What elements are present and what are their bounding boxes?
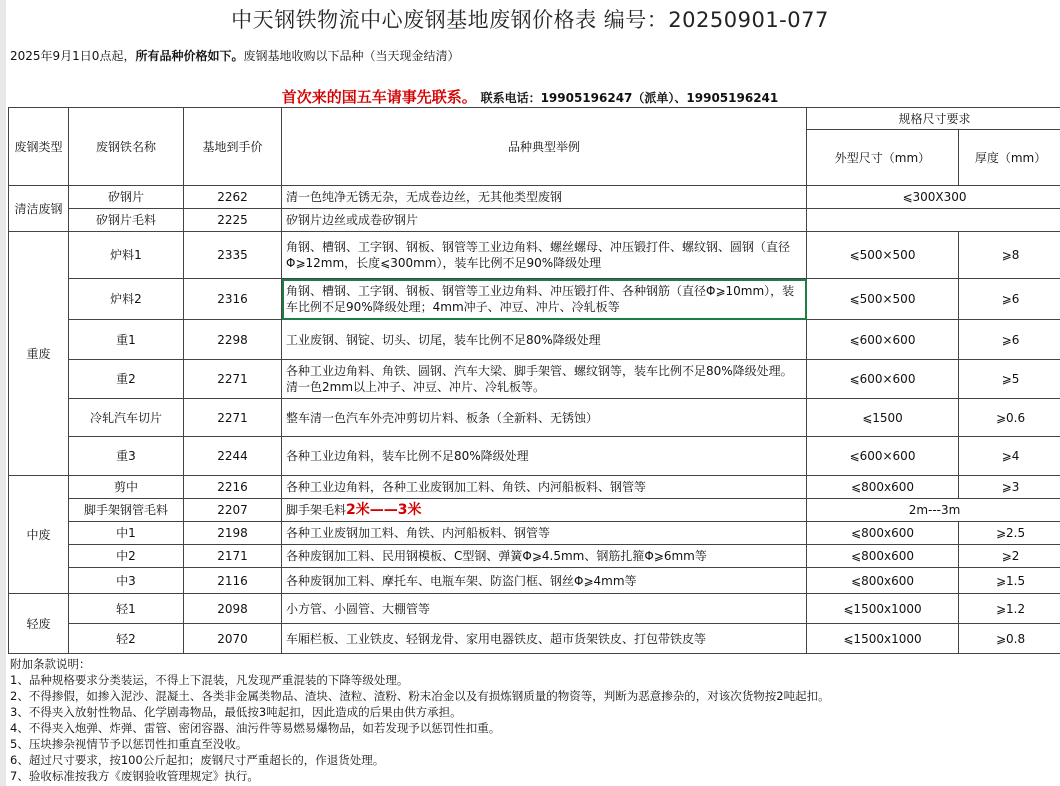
table-row [9,209,1060,232]
table-row [9,522,1060,545]
header-spec: 规格尺寸要求 [807,108,1060,130]
note-item: 7、验收标准按我方《废钢验收管理规定》执行。 [10,769,259,783]
table-row [9,320,1060,360]
item-price: 2271 [184,399,282,437]
item-example: 工业废钢、钢锭、切头、切尾，装车比例不足80%降级处理 [282,320,807,360]
table-row [9,545,1060,568]
item-name: 轻2 [69,624,184,654]
group-heavy: 重废 [9,232,69,476]
item-thickness: ⩾0.6 [959,399,1060,437]
item-name: 中1 [69,522,184,545]
item-thickness: ⩾1.5 [959,568,1060,594]
item-example: 各种工业边角料、角铁、圆钢、汽车大梁、脚手架管、螺纹钢等，装车比例不足80%降级处理。清一色2mm以上冲子、冲豆、冲片、冷轧板等。 [282,360,807,399]
header-example: 品种典型举例 [282,108,807,186]
table-row [9,360,1060,399]
note-item: 2、不得掺假，如掺入泥沙、混凝土、各类非金属类物品、渣块、渣粒、渣粉、粉末冶金以及有损炼钢质量的物资等，判断为恶意掺杂的，对该次货物按2吨起扣。 [10,689,830,703]
item-name: 重1 [69,320,184,360]
item-example: 各种工业边角料，装车比例不足80%降级处理 [282,437,807,476]
table-row [9,624,1060,654]
note-item: 4、不得夹入炮弹、炸弹、雷管、密闭容器、油污件等易燃易爆物品，如若发现予以惩罚性扣重。 [10,721,501,735]
item-thickness: ⩾3 [959,476,1060,499]
item-thickness: ⩾6 [959,320,1060,360]
item-price: 2198 [184,522,282,545]
item-price: 2316 [184,279,282,320]
item-outer-size: ⩽600×600 [807,437,959,476]
item-outer-size: ⩽1500x1000 [807,594,959,624]
item-price: 2262 [184,186,282,209]
item-thickness: ⩾0.8 [959,624,1060,654]
item-outer-size: ⩽800x600 [807,522,959,545]
item-outer-size: ⩽800x600 [807,476,959,499]
item-name: 轻1 [69,594,184,624]
contact-line [0,86,1060,108]
item-price: 2098 [184,594,282,624]
item-example: 各种工业废钢加工料、角铁、内河船板料、钢管等 [282,522,807,545]
item-example: 各种废钢加工料、民用钢模板、C型钢、弹簧Φ⩾4.5mm、钢筋扎箍Φ⩾6mm等 [282,545,807,568]
item-example-selected-cell[interactable]: 角钢、槽钢、工字钢、钢板、钢管等工业边角料、冲压锻打件、各种钢筋（直径Φ⩾10mm），装车比例不足90%降级处理；4mm冲子、冲豆、冲片、冷轧板等 [282,279,807,320]
item-name: 炉料2 [69,279,184,320]
table-row [9,437,1060,476]
table-row [9,399,1060,437]
note-item: 1、品种规格要求分类装运，不得上下混装，凡发现严重混装的下降等级处理。 [10,673,409,687]
price-table [8,107,1060,654]
group-medium: 中废 [9,476,69,594]
item-name: 矽钢片毛料 [69,209,184,232]
item-outer-size: ⩽1500x1000 [807,624,959,654]
table-row [9,186,1060,209]
item-name: 矽钢片 [69,186,184,209]
item-name: 脚手架钢管毛料 [69,499,184,522]
item-outer-size: ⩽800x600 [807,568,959,594]
item-outer-size: ⩽600×600 [807,360,959,399]
table-row [9,232,1060,279]
item-thickness: ⩾6 [959,279,1060,320]
item-thickness: ⩾5 [959,360,1060,399]
spreadsheet-gutter [0,0,6,786]
note-item: 3、不得夹入放射性物品、化学剧毒物品，最低按3吨起扣，因此造成的后果由供方承担。 [10,705,462,719]
group-light: 轻废 [9,594,69,654]
table-row [9,568,1060,594]
table-row [9,476,1060,499]
header-price: 基地到手价 [184,108,282,186]
item-price: 2298 [184,320,282,360]
notes-heading: 附加条款说明： [10,657,91,671]
item-price: 2207 [184,499,282,522]
item-name: 冷轧汽车切片 [69,399,184,437]
header-name: 废钢铁名称 [69,108,184,186]
intro-prefix: 2025年9月1日0点起， [10,49,136,63]
item-name: 中3 [69,568,184,594]
table-row [9,499,1060,522]
item-price: 2116 [184,568,282,594]
item-outer-size: ⩽300X300 [807,186,1060,209]
item-price: 2225 [184,209,282,232]
item-example: 各种废钢加工料、摩托车、电瓶车架、防盗门框、钢丝Φ⩾4mm等 [282,568,807,594]
table-row [9,594,1060,624]
intro-line [10,47,459,65]
item-outer-size: ⩽800x600 [807,545,959,568]
item-thickness: ⩾8 [959,232,1060,279]
item-thickness: ⩾4 [959,437,1060,476]
page-title: 中天钢铁物流中心废钢基地废钢价格表 编号：20250901-077 [231,8,829,32]
item-example [282,499,807,522]
item-example: 小方管、小圆管、大棚管等 [282,594,807,624]
item-example: 矽钢片边丝或成卷矽钢片 [282,209,807,232]
header-thickness: 厚度（mm） [959,130,1060,186]
item-name: 剪中 [69,476,184,499]
item-example-prefix: 脚手架毛料 [286,503,347,517]
header-type: 废钢类型 [9,108,69,186]
item-price: 2335 [184,232,282,279]
item-example: 清一色纯净无锈无杂，无成卷边丝，无其他类型废钢 [282,186,807,209]
item-example: 角钢、槽钢、工字钢、钢板、钢管等工业边角料、螺丝螺母、冲压锻打件、螺纹钢、圆钢（直径Φ⩾12mm，长度⩽300mm），装车比例不足90%降级处理 [282,232,807,279]
item-example: 各种工业边角料，各种工业废钢加工料、角铁、内河船板料、钢管等 [282,476,807,499]
item-thickness: ⩾2 [959,545,1060,568]
item-example-length: 2米——3米 [346,502,422,518]
item-price: 2070 [184,624,282,654]
note-item: 6、超过尺寸要求，按100公斤起扣；废钢尺寸严重超长的，作退货处理。 [10,753,385,767]
item-thickness: ⩾1.2 [959,594,1060,624]
notes-section [10,656,830,784]
item-name: 重3 [69,437,184,476]
note-item: 5、压块掺杂视情节予以惩罚性扣重直至没收。 [10,737,248,751]
item-outer-size: ⩽500×500 [807,232,959,279]
contact-notice: 首次来的国五车请事先联系。 [281,88,477,106]
item-thickness: ⩾2.5 [959,522,1060,545]
item-name: 中2 [69,545,184,568]
group-clean: 清洁废钢 [9,186,69,232]
item-outer-size: 2m---3m [807,499,1060,522]
item-name: 重2 [69,360,184,399]
item-outer-size: ⩽600×600 [807,320,959,360]
item-name: 炉料1 [69,232,184,279]
item-example: 车厢栏板、工业铁皮、轻钢龙骨、家用电器铁皮、超市货架铁皮、打包带铁皮等 [282,624,807,654]
item-outer-size [807,209,1060,232]
item-price: 2244 [184,437,282,476]
item-example: 整车清一色汽车外壳冲剪切片料、板条（全新料、无锈蚀） [282,399,807,437]
item-outer-size: ⩽500×500 [807,279,959,320]
item-price: 2271 [184,360,282,399]
contact-phones: 联系电话：19905196247（派单）、19905196241 [480,91,779,105]
item-outer-size: ⩽1500 [807,399,959,437]
table-row [9,279,1060,320]
item-price: 2171 [184,545,282,568]
intro-bold: 所有品种价格如下。 [135,49,244,63]
header-outer-size: 外型尺寸（mm） [807,130,959,186]
item-price: 2216 [184,476,282,499]
intro-suffix: 废钢基地收购以下品种（当天现金结清） [243,49,460,63]
